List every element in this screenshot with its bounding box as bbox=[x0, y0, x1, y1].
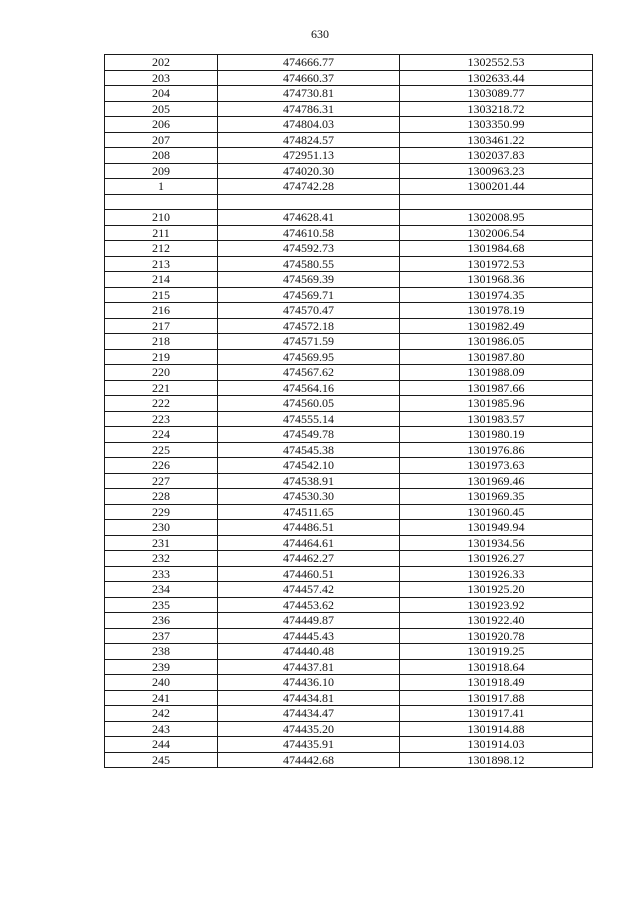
table-row bbox=[105, 318, 593, 334]
table-row bbox=[105, 613, 593, 629]
y-coordinate-cell: 1300201.44 bbox=[400, 179, 593, 195]
x-coordinate-cell: 474569.95 bbox=[218, 349, 400, 365]
x-coordinate-cell: 474449.87 bbox=[218, 613, 400, 629]
table-row bbox=[105, 349, 593, 365]
x-coordinate-cell: 474804.03 bbox=[218, 117, 400, 133]
y-coordinate-cell: 1301960.45 bbox=[400, 504, 593, 520]
x-coordinate-cell: 474786.31 bbox=[218, 101, 400, 117]
y-coordinate-cell: 1301926.27 bbox=[400, 551, 593, 567]
y-coordinate-cell: 1301926.33 bbox=[400, 566, 593, 582]
y-coordinate-cell: 1301980.19 bbox=[400, 427, 593, 443]
point-number-cell: 207 bbox=[105, 132, 218, 148]
y-coordinate-cell: 1303089.77 bbox=[400, 86, 593, 102]
x-coordinate-cell: 474445.43 bbox=[218, 628, 400, 644]
x-coordinate-cell: 474742.28 bbox=[218, 179, 400, 195]
x-coordinate-cell: 474462.27 bbox=[218, 551, 400, 567]
point-number-cell: 221 bbox=[105, 380, 218, 396]
y-coordinate-cell bbox=[400, 194, 593, 210]
x-coordinate-cell: 474460.51 bbox=[218, 566, 400, 582]
table-row bbox=[105, 442, 593, 458]
point-number-cell: 242 bbox=[105, 706, 218, 722]
point-number-cell: 241 bbox=[105, 690, 218, 706]
table-row bbox=[105, 225, 593, 241]
point-number-cell: 210 bbox=[105, 210, 218, 226]
table-row bbox=[105, 458, 593, 474]
y-coordinate-cell: 1301918.49 bbox=[400, 675, 593, 691]
table-row bbox=[105, 117, 593, 133]
table-row bbox=[105, 427, 593, 443]
x-coordinate-cell: 474564.16 bbox=[218, 380, 400, 396]
table-row bbox=[105, 628, 593, 644]
table-row bbox=[105, 287, 593, 303]
table-row bbox=[105, 473, 593, 489]
table-row bbox=[105, 597, 593, 613]
y-coordinate-cell: 1301972.53 bbox=[400, 256, 593, 272]
point-number-cell: 230 bbox=[105, 520, 218, 536]
x-coordinate-cell: 474435.20 bbox=[218, 721, 400, 737]
x-coordinate-cell: 474486.51 bbox=[218, 520, 400, 536]
x-coordinate-cell: 474434.47 bbox=[218, 706, 400, 722]
x-coordinate-cell: 474570.47 bbox=[218, 303, 400, 319]
table-row bbox=[105, 334, 593, 350]
table-row bbox=[105, 256, 593, 272]
point-number-cell: 233 bbox=[105, 566, 218, 582]
point-number-cell: 231 bbox=[105, 535, 218, 551]
point-number-cell: 229 bbox=[105, 504, 218, 520]
point-number-cell: 209 bbox=[105, 163, 218, 179]
point-number-cell: 237 bbox=[105, 628, 218, 644]
point-number-cell: 235 bbox=[105, 597, 218, 613]
point-number-cell: 214 bbox=[105, 272, 218, 288]
table-row bbox=[105, 504, 593, 520]
y-coordinate-cell: 1301988.09 bbox=[400, 365, 593, 381]
x-coordinate-cell: 474567.62 bbox=[218, 365, 400, 381]
point-number-cell: 228 bbox=[105, 489, 218, 505]
table-row bbox=[105, 396, 593, 412]
y-coordinate-cell: 1301969.46 bbox=[400, 473, 593, 489]
table-row bbox=[105, 380, 593, 396]
y-coordinate-cell: 1301925.20 bbox=[400, 582, 593, 598]
coordinates-table-body bbox=[105, 55, 593, 768]
x-coordinate-cell: 474571.59 bbox=[218, 334, 400, 350]
point-number-cell: 205 bbox=[105, 101, 218, 117]
y-coordinate-cell: 1301986.05 bbox=[400, 334, 593, 350]
x-coordinate-cell: 474442.68 bbox=[218, 752, 400, 768]
point-number-cell: 1 bbox=[105, 179, 218, 195]
x-coordinate-cell: 474572.18 bbox=[218, 318, 400, 334]
y-coordinate-cell: 1301923.92 bbox=[400, 597, 593, 613]
table-row bbox=[105, 194, 593, 210]
table-row bbox=[105, 210, 593, 226]
point-number-cell: 218 bbox=[105, 334, 218, 350]
x-coordinate-cell: 474660.37 bbox=[218, 70, 400, 86]
y-coordinate-cell: 1301983.57 bbox=[400, 411, 593, 427]
y-coordinate-cell: 1302006.54 bbox=[400, 225, 593, 241]
point-number-cell: 236 bbox=[105, 613, 218, 629]
point-number-cell: 232 bbox=[105, 551, 218, 567]
y-coordinate-cell: 1303461.22 bbox=[400, 132, 593, 148]
x-coordinate-cell: 474666.77 bbox=[218, 55, 400, 71]
x-coordinate-cell: 474436.10 bbox=[218, 675, 400, 691]
y-coordinate-cell: 1301914.88 bbox=[400, 721, 593, 737]
point-number-cell: 206 bbox=[105, 117, 218, 133]
y-coordinate-cell: 1301982.49 bbox=[400, 318, 593, 334]
table-row bbox=[105, 411, 593, 427]
x-coordinate-cell: 474569.39 bbox=[218, 272, 400, 288]
point-number-cell: 243 bbox=[105, 721, 218, 737]
table-row bbox=[105, 582, 593, 598]
page-number: 630 bbox=[311, 27, 329, 41]
x-coordinate-cell: 474511.65 bbox=[218, 504, 400, 520]
x-coordinate-cell: 474434.81 bbox=[218, 690, 400, 706]
y-coordinate-cell: 1301978.19 bbox=[400, 303, 593, 319]
x-coordinate-cell: 474545.38 bbox=[218, 442, 400, 458]
y-coordinate-cell: 1301914.03 bbox=[400, 737, 593, 753]
y-coordinate-cell: 1301922.40 bbox=[400, 613, 593, 629]
y-coordinate-cell: 1301917.41 bbox=[400, 706, 593, 722]
coordinates-table bbox=[104, 54, 593, 768]
point-number-cell: 204 bbox=[105, 86, 218, 102]
x-coordinate-cell: 474542.10 bbox=[218, 458, 400, 474]
y-coordinate-cell: 1301920.78 bbox=[400, 628, 593, 644]
x-coordinate-cell: 474020.30 bbox=[218, 163, 400, 179]
x-coordinate-cell bbox=[218, 194, 400, 210]
point-number-cell: 239 bbox=[105, 659, 218, 675]
point-number-cell: 222 bbox=[105, 396, 218, 412]
y-coordinate-cell: 1301987.80 bbox=[400, 349, 593, 365]
y-coordinate-cell: 1301984.68 bbox=[400, 241, 593, 257]
table-row bbox=[105, 241, 593, 257]
point-number-cell: 220 bbox=[105, 365, 218, 381]
y-coordinate-cell: 1301985.96 bbox=[400, 396, 593, 412]
y-coordinate-cell: 1301974.35 bbox=[400, 287, 593, 303]
y-coordinate-cell: 1301917.88 bbox=[400, 690, 593, 706]
table-row bbox=[105, 675, 593, 691]
x-coordinate-cell: 474530.30 bbox=[218, 489, 400, 505]
table-row bbox=[105, 179, 593, 195]
x-coordinate-cell: 474453.62 bbox=[218, 597, 400, 613]
y-coordinate-cell: 1302552.53 bbox=[400, 55, 593, 71]
table-row bbox=[105, 55, 593, 71]
x-coordinate-cell: 474538.91 bbox=[218, 473, 400, 489]
point-number-cell: 223 bbox=[105, 411, 218, 427]
y-coordinate-cell: 1301973.63 bbox=[400, 458, 593, 474]
point-number-cell: 213 bbox=[105, 256, 218, 272]
point-number-cell: 227 bbox=[105, 473, 218, 489]
x-coordinate-cell: 474569.71 bbox=[218, 287, 400, 303]
table-row bbox=[105, 163, 593, 179]
point-number-cell: 215 bbox=[105, 287, 218, 303]
x-coordinate-cell: 474628.41 bbox=[218, 210, 400, 226]
point-number-cell: 211 bbox=[105, 225, 218, 241]
table-row bbox=[105, 365, 593, 381]
table-row bbox=[105, 690, 593, 706]
point-number-cell: 245 bbox=[105, 752, 218, 768]
table-row bbox=[105, 566, 593, 582]
point-number-cell: 234 bbox=[105, 582, 218, 598]
x-coordinate-cell: 474464.61 bbox=[218, 535, 400, 551]
x-coordinate-cell: 474555.14 bbox=[218, 411, 400, 427]
point-number-cell: 240 bbox=[105, 675, 218, 691]
y-coordinate-cell: 1302037.83 bbox=[400, 148, 593, 164]
y-coordinate-cell: 1301919.25 bbox=[400, 644, 593, 660]
point-number-cell: 238 bbox=[105, 644, 218, 660]
table-row bbox=[105, 489, 593, 505]
table-row bbox=[105, 520, 593, 536]
table-row bbox=[105, 659, 593, 675]
point-number-cell bbox=[105, 194, 218, 210]
point-number-cell: 226 bbox=[105, 458, 218, 474]
table-row bbox=[105, 132, 593, 148]
table-row bbox=[105, 148, 593, 164]
y-coordinate-cell: 1302008.95 bbox=[400, 210, 593, 226]
y-coordinate-cell: 1301918.64 bbox=[400, 659, 593, 675]
table-row bbox=[105, 706, 593, 722]
point-number-cell: 219 bbox=[105, 349, 218, 365]
y-coordinate-cell: 1301898.12 bbox=[400, 752, 593, 768]
y-coordinate-cell: 1301934.56 bbox=[400, 535, 593, 551]
y-coordinate-cell: 1303218.72 bbox=[400, 101, 593, 117]
table-row bbox=[105, 752, 593, 768]
point-number-cell: 217 bbox=[105, 318, 218, 334]
y-coordinate-cell: 1303350.99 bbox=[400, 117, 593, 133]
table-row bbox=[105, 272, 593, 288]
table-row bbox=[105, 303, 593, 319]
point-number-cell: 216 bbox=[105, 303, 218, 319]
x-coordinate-cell: 474457.42 bbox=[218, 582, 400, 598]
table-row bbox=[105, 644, 593, 660]
point-number-cell: 212 bbox=[105, 241, 218, 257]
table-row bbox=[105, 721, 593, 737]
y-coordinate-cell: 1301987.66 bbox=[400, 380, 593, 396]
point-number-cell: 225 bbox=[105, 442, 218, 458]
x-coordinate-cell: 474435.91 bbox=[218, 737, 400, 753]
point-number-cell: 244 bbox=[105, 737, 218, 753]
x-coordinate-cell: 474580.55 bbox=[218, 256, 400, 272]
point-number-cell: 203 bbox=[105, 70, 218, 86]
point-number-cell: 224 bbox=[105, 427, 218, 443]
x-coordinate-cell: 474610.58 bbox=[218, 225, 400, 241]
y-coordinate-cell: 1302633.44 bbox=[400, 70, 593, 86]
table-row bbox=[105, 535, 593, 551]
point-number-cell: 202 bbox=[105, 55, 218, 71]
x-coordinate-cell: 474440.48 bbox=[218, 644, 400, 660]
x-coordinate-cell: 474730.81 bbox=[218, 86, 400, 102]
table-row bbox=[105, 86, 593, 102]
x-coordinate-cell: 474437.81 bbox=[218, 659, 400, 675]
table-row bbox=[105, 737, 593, 753]
x-coordinate-cell: 474560.05 bbox=[218, 396, 400, 412]
y-coordinate-cell: 1301969.35 bbox=[400, 489, 593, 505]
x-coordinate-cell: 474549.78 bbox=[218, 427, 400, 443]
x-coordinate-cell: 472951.13 bbox=[218, 148, 400, 164]
y-coordinate-cell: 1301949.94 bbox=[400, 520, 593, 536]
y-coordinate-cell: 1301968.36 bbox=[400, 272, 593, 288]
x-coordinate-cell: 474592.73 bbox=[218, 241, 400, 257]
table-row bbox=[105, 70, 593, 86]
table-row bbox=[105, 101, 593, 117]
y-coordinate-cell: 1301976.86 bbox=[400, 442, 593, 458]
table-row bbox=[105, 551, 593, 567]
point-number-cell: 208 bbox=[105, 148, 218, 164]
y-coordinate-cell: 1300963.23 bbox=[400, 163, 593, 179]
x-coordinate-cell: 474824.57 bbox=[218, 132, 400, 148]
